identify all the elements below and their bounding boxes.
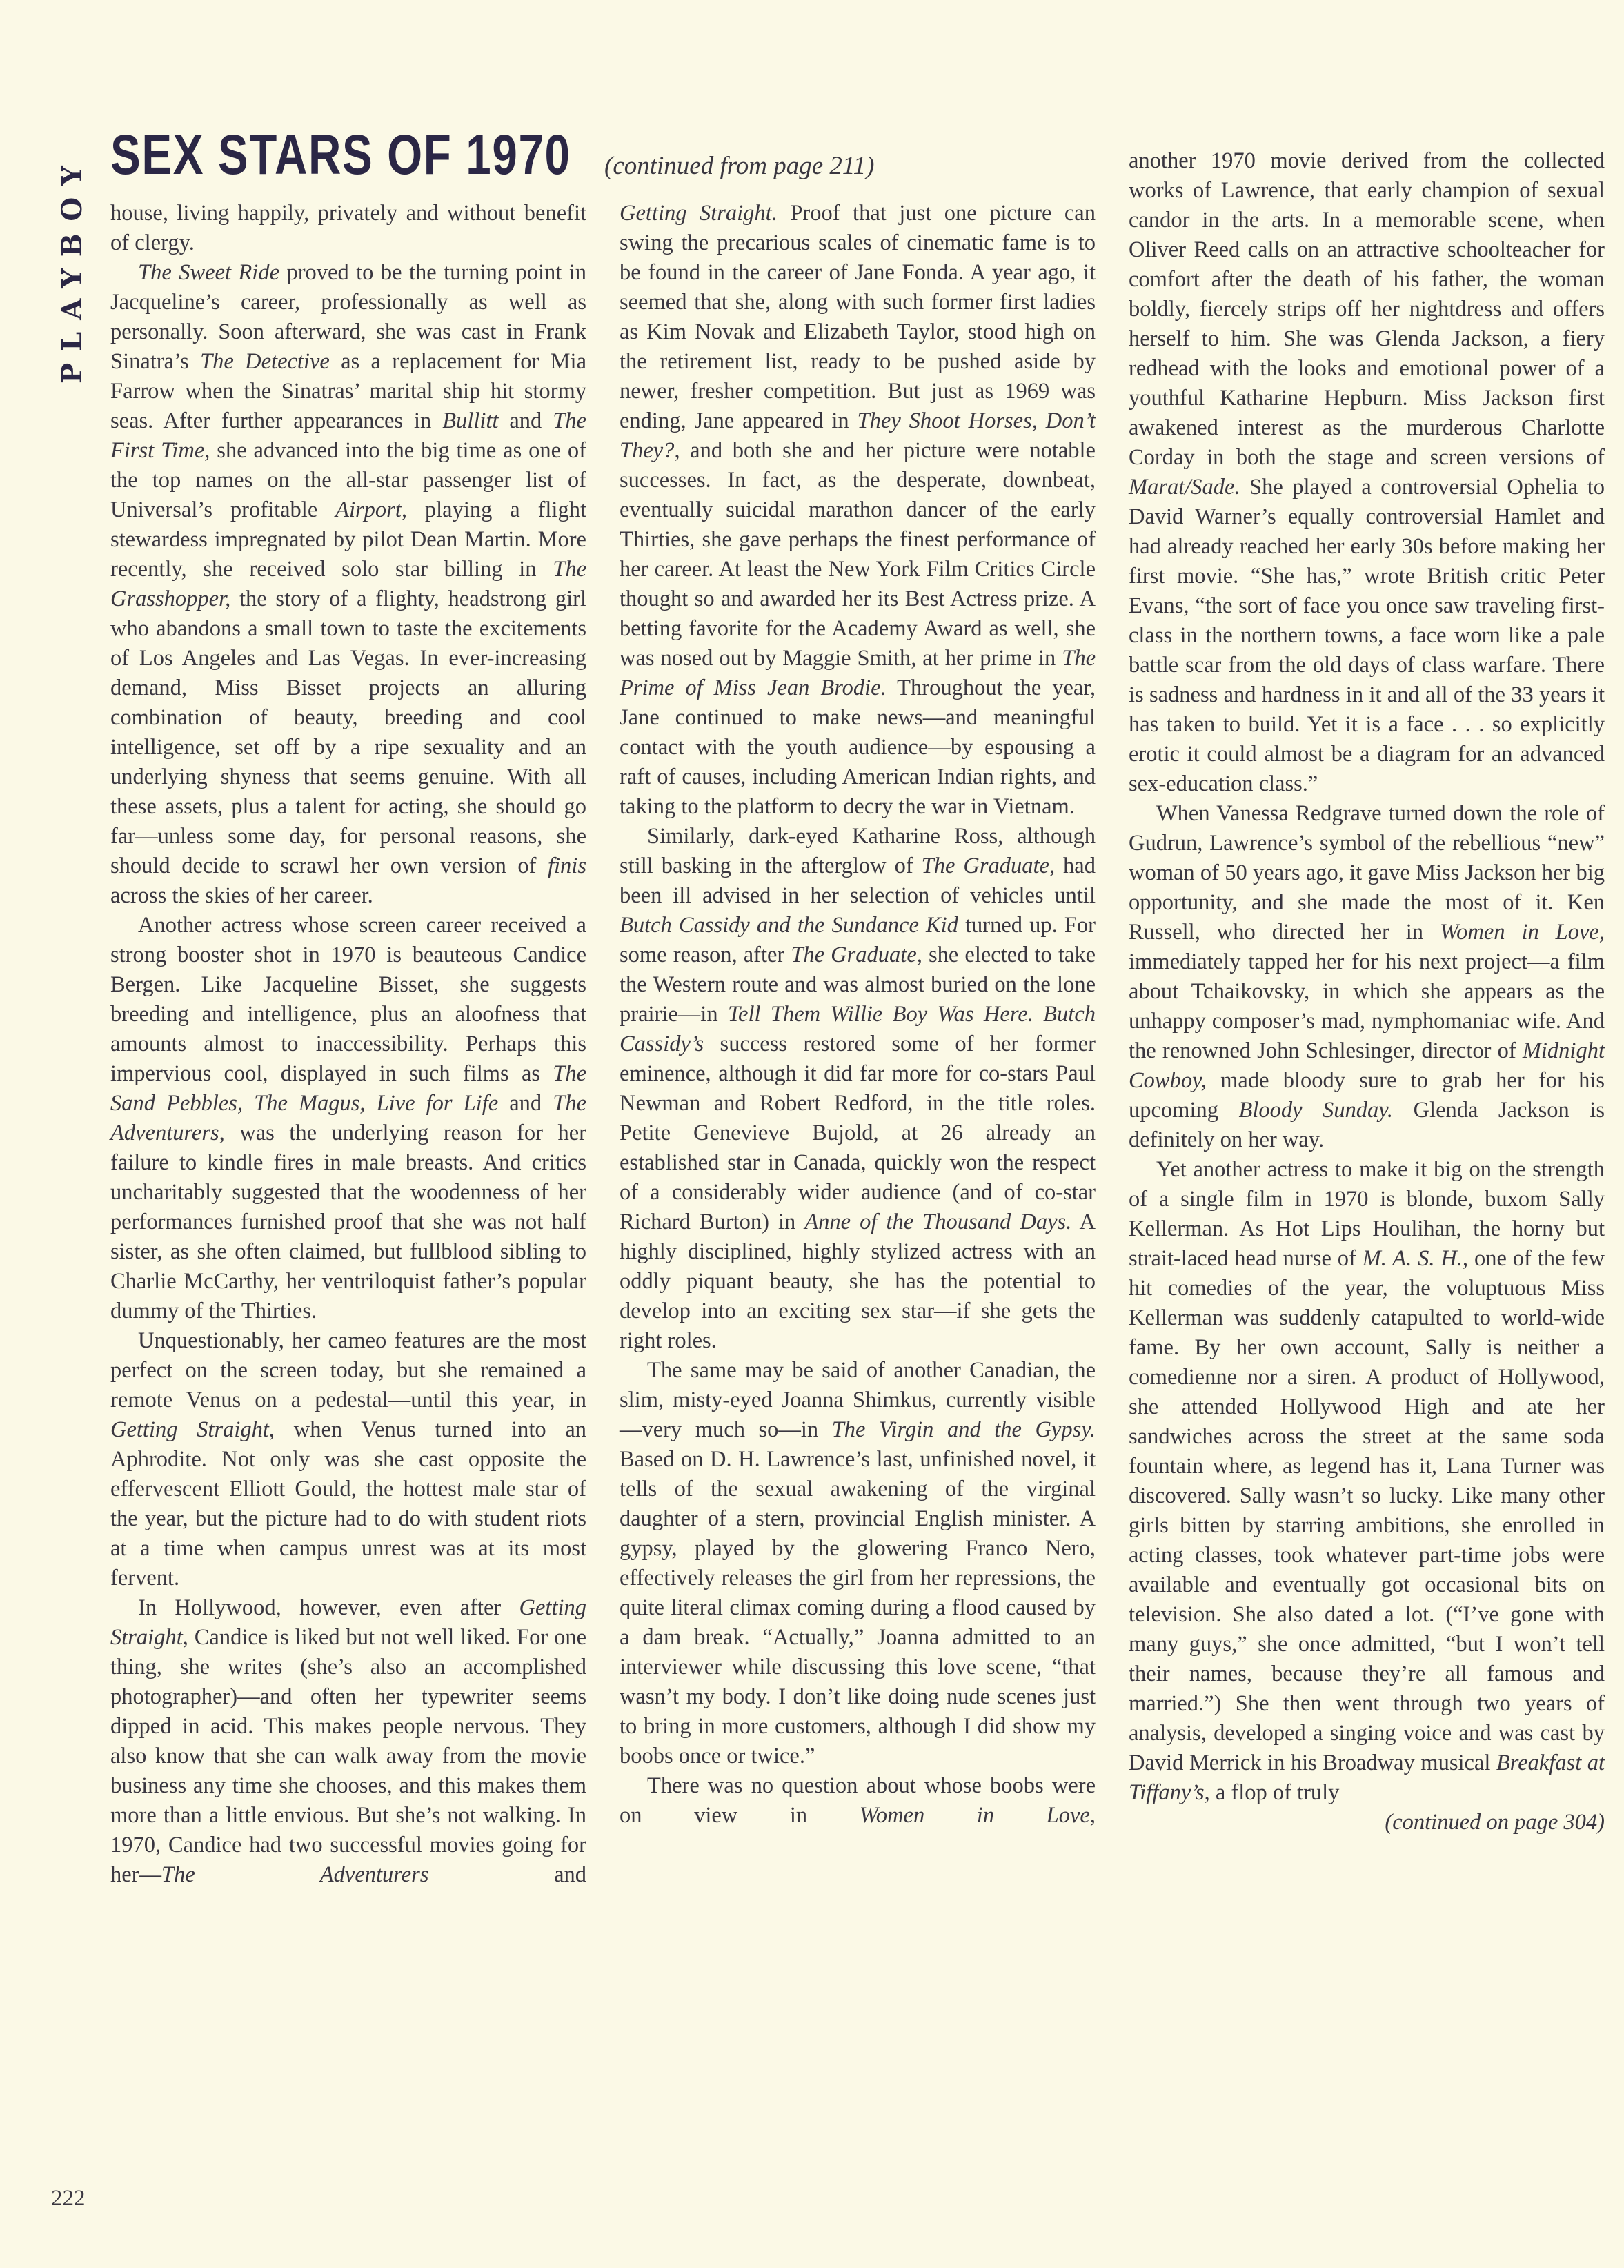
article-paragraph: Similarly, dark-eyed Katharine Ross, although still basking in the afterglow of The Graduate, had been ill advised in her selection of vehicles until Butch Cassidy and the Sundance Kid turned up. For some reason, after The Graduate, she elected to take the Western route and was almost buried on the lone prairie—in Tell Them Willie Boy Was Here. Butch Cassidy’s success restored some of her former eminence, although it did far more for co-stars Paul Newman and Robert Redford, in the title roles. Petite Genevieve Bujold, at 26 already an established star in Canada, quickly won the respect of a considerably wider audience (and of co-star Richard Burton) in Anne of the Thousand Days. A highly disciplined, highly stylized actress with an oddly piquant beauty, she has the potential to develop into an exciting sex star—if she gets the right roles. [620, 824, 1096, 1353]
article-paragraph: Getting Straight. Proof that just one picture can swing the precarious scales of cinematic fame is to be found in the career of Jane Fonda. A year ago, it seemed that she, along with such former first ladies as Kim Novak and Elizabeth Taylor, stood high on the retirement list, ready to be pushed aside by newer, fresher competition. But just as 1969 was ending, Jane appeared in They Shoot Horses, Don’t They?, and both she and her picture were notable successes. In fact, as the desperate, downbeat, eventually suicidal marathon dancer of the early Thirties, she gave perhaps the finest performance of her career. At least the New York Film Critics Circle thought so and awarded her its Best Actress prize. A betting favorite for the Academy Award as well, she was nosed out by Maggie Smith, at her prime in The Prime of Miss Jean Brodie. Throughout the year, Jane continued to make news—and meaningful contact with the youth audience—by espousing a raft of causes, including American Indian rights, and taking to the platform to decry the war in Vietnam. [620, 201, 1096, 819]
article-paragraph: The same may be said of another Canadian, the slim, misty-eyed Joanna Shimkus, currently visible—very much so—in The Virgin and the Gypsy. Based on D. H. Lawrence’s last, unfinished novel, it tells of the sexual awakening of the virginal daughter of a stern, provincial English minister. A gypsy, played by the glowering Franco Nero, effectively releases the girl from her repressions, the quite literal climax coming during a flood caused by a dam break. “Actually,” Joanna admitted to an interviewer while discussing this love scene, “that wasn’t my body. I don’t like doing nude scenes just to bring in more customers, although I did show my boobs once or twice.” [620, 1358, 1096, 1768]
article-paragraph: Unquestionably, her cameo features are the most perfect on the screen today, but she remained a remote Venus on a pedestal—until this year, in Getting Straight, when Venus turned into an Aphrodite. Not only was she cast opposite the effervescent Elliott Gould, the hottest male star of the year, but the picture had to do with student riots at a time when campus unrest was at its most fervent. [110, 1328, 586, 1590]
article-paragraph: another 1970 movie derived from the collected works of Lawrence, that early champion of sexual candor in the arts. In a memorable scene, when Oliver Reed calls on an attractive schoolteacher for comfort after the death of his father, the woman boldly, fiercely strips off her nightdress and offers herself to him. She was Glenda Jackson, a fiery redhead with the looks and emotional power of a youthful Katharine Hepburn. Miss Jackson first awakened interest as the murderous Charlotte Corday in both the stage and screen versions of Marat/Sade. She played a controversial Ophelia to David Warner’s equally controversial Hamlet and had already reached her early 30s before making her first movie. “She has,” wrote British critic Peter Evans, “the sort of face you once saw traveling first-class in the northern towns, a face worn like a pale battle scar from the old days of class warfare. There is sadness and hardness in it and all of the 33 years it has taken to build. Yet it is a face . . . so explicitly erotic it could almost be a diagram for an advanced sex-education class.” [1129, 148, 1605, 796]
continued-from-note: (continued from page 211) [604, 152, 875, 180]
article-paragraph: Yet another actress to make it big on the strength of a single film in 1970 is blonde, buxom Sally Kellerman. As Hot Lips Houlihan, the horny but strait-laced head nurse of M. A. S. H., one of the few hit comedies of the year, the voluptuous Miss Kellerman was suddenly catapulted to world-wide fame. By her own account, Sally is neither a comedienne nor a siren. A product of Hollywood, she attended Hollywood High and ate her sandwiches across the street at the same soda fountain where, as legend has it, Lana Turner was discovered. Sally wasn’t so lucky. Like many other girls bitten by starring ambitions, she enrolled in acting classes, took whatever part-time jobs were available and eventually got occasional bits on television. She also dated a lot. (“I’ve gone with many guys,” she once admitted, “but I won’t tell their names, because they’re all famous and married.”) She then went through two years of analysis, developed a singing voice and was cast by David Merrick in his Broadway musical Breakfast at Tiffany’s, a flop of truly [1129, 1157, 1605, 1805]
article-body [110, 135, 1605, 1890]
magazine-spine-text: PLAYBOY [56, 154, 88, 384]
article-paragraph: In Hollywood, however, even after Getting Straight, Candice is liked but not well liked. For one thing, she writes (she’s also an accomplished photographer)—and often her typewriter seems dipped in acid. This makes people nervous. They also know that she can walk away from the movie business any time she chooses, and this makes them more than a little envious. But she’s not walking. In 1970, Candice had two successful movies going for her—The Adventurers and [110, 1595, 586, 1887]
page-number: 222 [51, 2186, 86, 2211]
article-paragraph: house, living happily, privately and without benefit of clergy. [110, 201, 586, 255]
article-title-text: SEX STARS OF 1970 [110, 124, 571, 186]
article-column-left [110, 135, 586, 1890]
article-paragraph: When Vanessa Redgrave turned down the role of Gudrun, Lawrence’s symbol of the rebellious “new” woman of 50 years ago, it gave Miss Jackson her big opportunity, and she made the most of it. Ken Russell, who directed her in Women in Love, immediately tapped her for his next project—a film about Tchaikovsky, in which she appears as the unhappy composer’s mad, nymphomaniac wife. And the renowned John Schlesinger, director of Midnight Cowboy, made bloody sure to grab her for his upcoming Bloody Sunday. Glenda Jackson is definitely on her way. [1129, 801, 1605, 1152]
continued-on-note: (continued on page 304) [1385, 1810, 1605, 1835]
article-paragraph: Another actress whose screen career received a strong booster shot in 1970 is beauteous Candice Bergen. Like Jacqueline Bisset, she suggests breeding and intelligence, plus an aloofness that amounts almost to inaccessibility. Perhaps this impervious cool, displayed in such films as The Sand Pebbles, The Magus, Live for Life and The Adventurers, was the underlying reason for her failure to kindle fires in male breasts. And critics uncharitably suggested that the woodenness of her performances furnished proof that she was not half sister, as she often claimed, but fullblood sibling to Charlie McCarthy, her ventriloquist father’s popular dummy of the Thirties. [110, 913, 586, 1323]
article-paragraph: The Sweet Ride proved to be the turning point in Jacqueline’s career, professionally as well as personally. Soon afterward, she was cast in Frank Sinatra’s The Detective as a replacement for Mia Farrow when the Sinatras’ marital ship hit stormy seas. After further appearances in Bullitt and The First Time, she advanced into the big time as one of the top names on the all-star passenger list of Universal’s profitable Airport, playing a flight stewardess impregnated by pilot Dean Martin. More recently, she received solo star billing in The Grasshopper, the story of a flighty, headstrong girl who abandons a small town to taste the excitements of Los Angeles and Las Vegas. In ever-increasing demand, Miss Bisset projects an alluring combination of beauty, breeding and cool intelligence, set off by a ripe sexuality and an underlying shyness that seems genuine. With all these assets, plus a talent for acting, she should go far—unless some day, for personal reasons, she should decide to scrawl her own version of finis across the skies of her career. [110, 260, 586, 908]
article-column-middle [620, 135, 1096, 1890]
article-paragraph: There was no question about whose boobs were on view in Women in Love, [620, 1773, 1096, 1828]
article-column-right [1129, 135, 1605, 1890]
